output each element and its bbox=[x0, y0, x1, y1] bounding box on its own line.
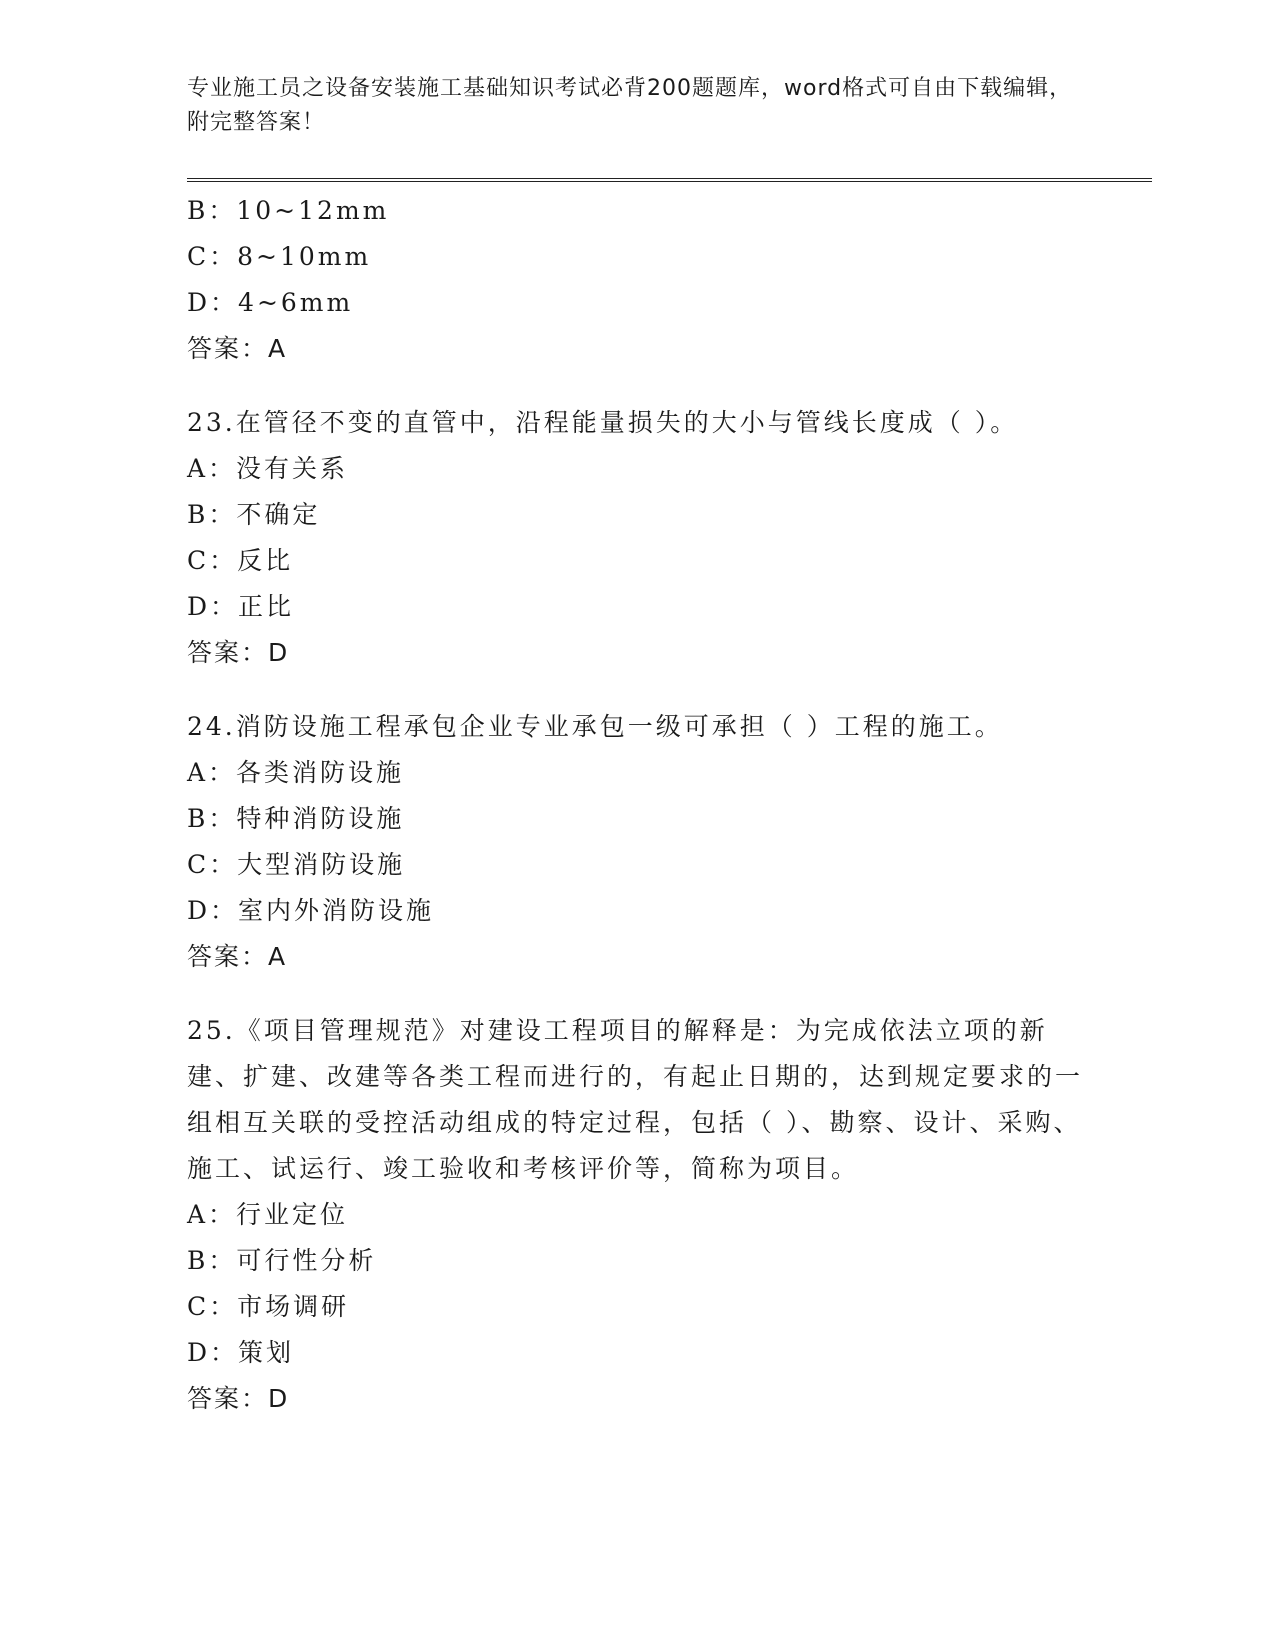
answer: 答案：A bbox=[187, 334, 288, 363]
option-b: B：10~12mm bbox=[187, 196, 390, 225]
option-a: A：各类消防设施 bbox=[187, 758, 405, 787]
option-a: A：没有关系 bbox=[187, 454, 349, 483]
question-text: 24.消防设施工程承包企业专业承包一级可承担（ ）工程的施工。 bbox=[187, 712, 1003, 741]
question-23 bbox=[187, 400, 1087, 676]
option-c: C：反比 bbox=[187, 546, 294, 575]
option-d: D：室内外消防设施 bbox=[187, 896, 435, 925]
option-b: B：特种消防设施 bbox=[187, 804, 405, 833]
option-b: B：可行性分析 bbox=[187, 1246, 377, 1275]
option-d: D：正比 bbox=[187, 592, 295, 621]
option-c: C：市场调研 bbox=[187, 1292, 350, 1321]
header-divider bbox=[187, 178, 1152, 182]
option-b: B：不确定 bbox=[187, 500, 321, 529]
option-a: A：行业定位 bbox=[187, 1200, 349, 1229]
option-d: D：4~6mm bbox=[187, 288, 354, 317]
option-c: C：8~10mm bbox=[187, 242, 372, 271]
answer: 答案：D bbox=[187, 638, 290, 667]
question-24 bbox=[187, 704, 1087, 980]
question-25 bbox=[187, 1008, 1087, 1422]
question-text: 23.在管径不变的直管中，沿程能量损失的大小与管线长度成（ ）。 bbox=[187, 408, 1019, 437]
option-d: D：策划 bbox=[187, 1338, 295, 1367]
answer: 答案：D bbox=[187, 1384, 290, 1413]
option-c: C：大型消防设施 bbox=[187, 850, 406, 879]
question-text: 25.《项目管理规范》对建设工程项目的解释是：为完成依法立项的新建、扩建、改建等各类工程而进行的，有起止日期的，达到规定要求的一组相互关联的受控活动组成的特定过程，包括（ ）、勘察、设计、采购、施工、试运行、竣工验收和考核评价等，简称为项目。 bbox=[187, 1016, 1084, 1183]
answer: 答案：A bbox=[187, 942, 288, 971]
document-body bbox=[187, 188, 1087, 1422]
question-22-fragment bbox=[187, 188, 1087, 372]
page-header: 专业施工员之设备安装施工基础知识考试必背200题题库，word格式可自由下载编辑，附完整答案！ bbox=[187, 76, 1073, 135]
